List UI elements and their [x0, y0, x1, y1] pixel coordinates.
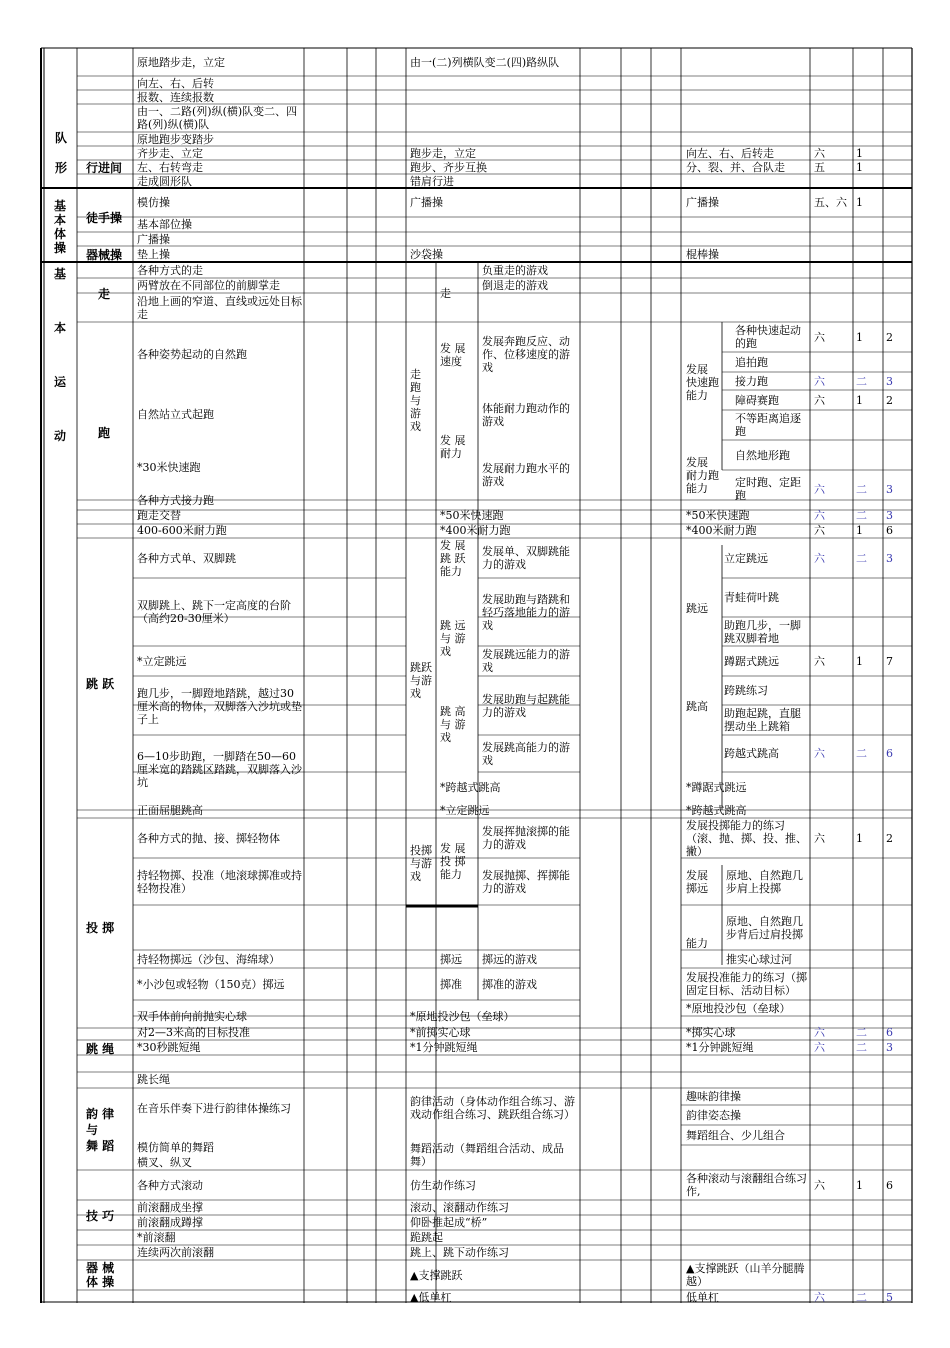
col1-r36: 在音乐伴奏下进行韵律体操练习 [137, 1101, 291, 1115]
col3-b7: 追拍跑 [735, 355, 768, 369]
grade-cell: 二 [856, 1290, 867, 1304]
col3-b4: 棍棒操 [686, 247, 719, 261]
col2-a15: 发展耐力跑水平的游戏 [482, 461, 570, 488]
col2-a17: *400米耐力跑 [440, 523, 511, 537]
grade-cell: 二 [856, 1041, 867, 1054]
col1-r20: 跑走交替 [137, 508, 181, 522]
col2-a10: 倒退走的游戏 [482, 279, 548, 292]
col3-b25: *蹲踞式跳远 [686, 780, 747, 794]
col1-r11: 广播操 [137, 232, 170, 246]
col1-r14: 两臂放在不同部位的前脚掌走 [137, 279, 280, 292]
col1-r34: *30秒跳短绳 [137, 1041, 201, 1054]
sub-touzhi: 投 掷 [86, 920, 115, 935]
col3-b5: 发展 快速跑 能力 [686, 362, 719, 402]
col2-a43: 滚动、滚翻动作练习 [410, 1201, 509, 1214]
category-xing: 形 [55, 160, 68, 175]
col3-b14: *50米快速跑 [686, 508, 750, 522]
col3-b3: 广播操 [686, 196, 719, 209]
grade-cell: 六 [814, 551, 825, 565]
col1-r37: 模仿简单的舞蹈 [137, 1140, 214, 1154]
col3-b33: 发展投准能力的练习（掷固定目标、活动目标） [686, 971, 807, 997]
grade-cell: 二 [856, 374, 867, 388]
col1-r8: 走成圆形队 [137, 174, 192, 188]
grade-cell: 3 [886, 482, 893, 496]
col2-a33: 掷远 [440, 952, 462, 966]
col2-a6: 沙袋操 [410, 247, 443, 261]
grade-cell: 3 [886, 1041, 893, 1054]
grade-cell: 5 [886, 1290, 893, 1304]
grade-cell: 六 [814, 1041, 825, 1054]
category-yunlv-char: 韵 律 [86, 1107, 115, 1121]
grade-cell: 六 [814, 654, 825, 668]
col1-r16: 各种姿势起动的自然跑 [137, 348, 247, 361]
col3-b18: 青蛙荷叶跳 [724, 591, 779, 604]
grade-cell: 六 [814, 374, 825, 388]
col2-a20: 发展单、双脚跳能力的游戏 [482, 545, 570, 571]
grade-cell: 6 [886, 1025, 893, 1039]
col3-b38: 韵律姿态操 [686, 1108, 741, 1122]
grade-cell: 3 [886, 551, 893, 565]
sub-pao: 跑 [98, 425, 111, 440]
category-yunlv-char: 与 [86, 1123, 99, 1137]
col3-b35: *掷实心球 [686, 1025, 736, 1039]
category-jbyd-char: 运 [54, 375, 67, 389]
col3-b42: 低单杠 [686, 1290, 719, 1304]
col1-r17: 自然站立式起跑 [137, 408, 214, 421]
grade-cell: 1 [856, 196, 863, 209]
col1-r13: 各种方式的走 [137, 263, 203, 277]
col2-a12: 发展奔跑反应、动作、位移速度的游戏 [482, 335, 570, 374]
col2-a47: ▲支撑跳跃 [410, 1268, 463, 1282]
col1-r42: *前滚翻 [137, 1231, 176, 1244]
grade-cell: 1 [856, 654, 863, 668]
sub-zou: 走 [98, 286, 111, 301]
col3-b29: 原地、自然跑几步肩上投掷 [726, 868, 803, 895]
col2-a36: 掷准的游戏 [482, 977, 537, 991]
col2-a41: 舞蹈活动（舞蹈组合活动、成品舞） [410, 1142, 564, 1168]
col1-r6: 齐步走、立定 [137, 146, 203, 160]
grade-cell [886, 160, 910, 174]
col2-a40: 韵律活动（身体动作组合练习、游戏动作组合练习、跳跃组合练习） [410, 1095, 575, 1121]
col1-r23: 双脚跳上、跳下一定高度的台阶（高约20-30厘米） [137, 599, 291, 625]
col1-r15: 沿地上画的窄道、直线或远处目标走 [137, 294, 302, 321]
grade-cell: 六 [814, 747, 825, 760]
col2-a25: 发展助跑与起跳能力的游戏 [482, 693, 570, 719]
grade-cell: 六 [814, 523, 825, 537]
col2-a11: 发 展 速度 [440, 341, 466, 368]
col1-r30: 持轻物掷远（沙包、海绵球） [137, 952, 280, 966]
grade-cell: 7 [886, 654, 893, 668]
col3-b2: 分、裂、并、合队走 [686, 160, 785, 174]
grade-cell: 六 [814, 1178, 825, 1192]
col3-b37: 趣味韵律操 [686, 1090, 741, 1103]
col3-b13: 定时跑、定距跑 [735, 476, 801, 502]
col1-r19: 各种方式接力跑 [137, 493, 214, 507]
col3-b28: 发展 掷远 [686, 868, 708, 895]
col3-b27: 发展投掷能力的练习（滚、抛、掷、投、推、撇） [686, 818, 807, 858]
col1-r25: 跑几步，一脚蹬地踏跳，越过30厘米高的物体，双脚落入沙坑或垫子上 [137, 686, 302, 726]
category-jbtc-char: 基 [54, 199, 67, 213]
col3-b41: ▲支撑跳跃（山羊分腿腾越） [686, 1262, 805, 1288]
grade-cell [886, 188, 910, 217]
col1-r7: 左、右转弯走 [137, 160, 203, 174]
col2-a37: *原地投沙包（垒球） [410, 1009, 515, 1023]
grade-cell: 1 [856, 523, 863, 537]
col1-r10: 基本部位操 [137, 218, 192, 231]
col1-r26: 6—10步助跑，一脚踏在50—60厘米宽的踏跳区踏跳，双脚落入沙坑 [137, 749, 302, 789]
col2-a44: 仰卧推起成“桥” [410, 1216, 488, 1229]
col2-a16: *50米快速跑 [440, 508, 504, 522]
col2-a45: 跪跳起 [410, 1231, 443, 1244]
grade-cell: 1 [856, 330, 863, 344]
col3-b24: 跨越式跳高 [724, 747, 779, 760]
col3-b21: 跳高 [686, 699, 708, 713]
col3-b20: 蹲踞式跳远 [724, 654, 779, 668]
category-jbtc-char: 体 [54, 227, 67, 241]
col3-b10: 不等距离追逐跑 [735, 412, 801, 438]
col1-r33: 对2—3米高的目标投准 [137, 1025, 250, 1039]
grade-cell: 1 [856, 160, 863, 174]
category-qixie-char: 器 械 [86, 1261, 115, 1275]
col1-r38: 横叉、纵叉 [137, 1156, 192, 1169]
category-jbtc-char: 操 [54, 241, 67, 255]
col1-r40: 前滚翻成坐撑 [137, 1201, 203, 1214]
sub-tiaoyue: 跳 跃 [86, 676, 115, 691]
col1-r1: 原地踏步走，立定 [137, 55, 225, 69]
col3-b9: 障碍赛跑 [735, 393, 779, 407]
col2-a9: 负重走的游戏 [482, 263, 548, 277]
grade-cell: 1 [856, 393, 863, 407]
col1-r29: 持轻物掷、投准（地滚球掷准或持轻物投准） [137, 868, 302, 895]
category-qixie-char: 体 操 [86, 1275, 115, 1289]
col3-b26: *跨越式跳高 [686, 803, 747, 817]
col2-a26: 发展跳高能力的游戏 [482, 741, 570, 767]
col2-a38: *前掷实心球 [410, 1025, 471, 1039]
col3-b19: 助跑几步，一脚跳双脚着地 [724, 618, 801, 645]
col1-r28: 各种方式的抛、接、掷轻物体 [137, 831, 280, 845]
grade-cell: 2 [886, 831, 893, 845]
grade-cell: 3 [886, 374, 893, 388]
grade-cell: 六 [814, 482, 825, 496]
col1-r35: 跳长绳 [137, 1072, 170, 1086]
col3-b17: 立定跳远 [724, 551, 768, 565]
category-jbyd-char: 基 [54, 267, 67, 281]
col3-b11: 发展 耐力跑 能力 [686, 455, 719, 495]
col2-a13: 发 展 耐力 [440, 434, 466, 460]
col1-r2: 向左、右、后转 [137, 76, 214, 90]
grade-cell: 6 [886, 523, 893, 537]
grade-cell: 五、六 [814, 196, 847, 209]
col1-r5: 原地跑步变踏步 [137, 132, 214, 146]
grade-cell: 2 [886, 393, 893, 407]
col1-r31: *小沙包或轻物（150克）掷远 [137, 977, 285, 991]
grade-cell: 六 [814, 508, 825, 522]
col1-r27: 正面屈腿跳高 [137, 803, 203, 817]
col2-a3: 跑步、齐步互换 [410, 160, 487, 174]
grade-cell: 六 [814, 393, 825, 407]
category-jbtc-char: 本 [54, 213, 67, 227]
category-jiqiao: 技 巧 [86, 1208, 115, 1223]
grade-cell: 二 [856, 482, 867, 496]
grade-cell: 6 [886, 747, 893, 760]
grade-cell: 五 [814, 160, 825, 174]
col3-b23: 助跑起跳，直腿摆动坐上跳箱 [724, 707, 801, 733]
grade-cell [886, 146, 910, 160]
grade-cell: 二 [856, 747, 867, 760]
col2-a35: 掷准 [440, 977, 462, 991]
col1-r32: 双手体前向前抛实心球 [137, 1009, 247, 1023]
col2-a19: 发 展 跳 跃 能力 [440, 538, 466, 578]
col2-a22: 发展助跑与踏跳和轻巧落地能力的游戏 [482, 592, 570, 632]
col3-b32: 推实心球过河 [726, 952, 792, 966]
col3-b15: *400米耐力跑 [686, 523, 757, 537]
col2-a42: 仿生动作练习 [410, 1178, 476, 1192]
grade-cell: 1 [856, 831, 863, 845]
col3-b39: 舞蹈组合、少儿组合 [686, 1128, 785, 1142]
col2-a39: *1分钟跳短绳 [410, 1041, 478, 1054]
grade-cell: 六 [814, 330, 825, 344]
grade-cell: 1 [856, 146, 863, 160]
col2-a7: 走 跑 与 游 戏 [410, 367, 421, 433]
grade-cell: 1 [856, 1178, 863, 1192]
col3-b8: 接力跑 [735, 374, 768, 388]
col1-r24: *立定跳远 [137, 654, 187, 668]
col1-r3: 报数、连续报数 [137, 90, 214, 104]
col2-a21: 跳 远 与 游戏 [440, 618, 466, 658]
col3-b12: 自然地形跑 [735, 448, 790, 462]
col2-a48: ▲低单杠 [410, 1290, 452, 1304]
col1-r9: 模仿操 [137, 196, 170, 209]
col3-b6: 各种快速起动的跑 [735, 324, 801, 350]
col2-a46: 跳上、跳下动作练习 [410, 1246, 509, 1259]
grade-cell: 六 [814, 1290, 825, 1304]
col3-b34: *原地投沙包（垒球） [686, 1001, 791, 1015]
category-jbyd-char: 动 [54, 429, 67, 443]
col2-a30: 发 展 投 掷 能力 [440, 841, 466, 881]
col2-a1: 由一(二)列横队变二(四)路纵队 [410, 55, 560, 69]
grade-cell: 二 [856, 551, 867, 565]
category-tiaosheng: 跳 绳 [86, 1041, 115, 1056]
sub-qixiecao: 器械操 [86, 247, 123, 262]
col2-a14: 体能耐力跑动作的游戏 [482, 401, 570, 428]
col2-a29: 投掷与游戏 [410, 843, 432, 883]
col2-a27: *跨越式跳高 [440, 780, 501, 794]
col2-a32: 发展抛掷、挥掷能力的游戏 [482, 868, 570, 895]
grade-cell: 6 [886, 1178, 893, 1192]
grade-cell: 六 [814, 831, 825, 845]
col2-a5: 广播操 [410, 196, 443, 209]
col2-a24: 跳 高 与 游戏 [440, 704, 466, 744]
col1-r22: 各种方式单、双脚跳 [137, 551, 236, 565]
sub-tushoucao: 徒手操 [86, 210, 123, 225]
col1-r4: 由一、二路(列)纵(横)队变二、四路(列)纵(横)队 [137, 105, 298, 131]
col1-r21: 400-600米耐力跑 [137, 523, 227, 537]
col1-r41: 前滚翻成蹲撑 [137, 1216, 203, 1229]
grade-cell: 六 [814, 146, 825, 160]
col2-a34: 掷远的游戏 [482, 952, 537, 966]
category-yunlv-char: 舞 蹈 [86, 1139, 115, 1153]
col3-b22: 跨跳练习 [724, 684, 768, 697]
col3-b31: 原地、自然跑几步背后过肩投掷 [726, 914, 803, 941]
grade-cell: 2 [886, 330, 893, 344]
col2-a8: 走 [440, 286, 451, 300]
category-dui: 队 [55, 130, 68, 145]
col3-b16: 跳远 [686, 601, 708, 615]
col1-r39: 各种方式滚动 [137, 1178, 203, 1192]
grade-cell: 六 [814, 1025, 825, 1039]
col1-r12: 垫上操 [137, 247, 170, 261]
col2-a18: 跳跃与游戏 [410, 660, 432, 700]
col2-a23: 发展跳远能力的游戏 [482, 648, 570, 674]
grade-cell: 3 [886, 508, 893, 522]
col2-a28: *立定跳远 [440, 803, 490, 817]
col3-b36: *1分钟跳短绳 [686, 1041, 754, 1054]
category-jbyd-char: 本 [54, 321, 67, 335]
grade-cell: 二 [856, 508, 867, 522]
col2-a31: 发展挥抛滚掷的能力的游戏 [482, 825, 570, 851]
sub-xingjinjian: 行进间 [86, 160, 123, 175]
col2-a2: 跑步走，立定 [410, 146, 476, 160]
col2-a4: 错肩行进 [410, 174, 454, 188]
col1-r18: *30米快速跑 [137, 460, 201, 474]
col1-r43: 连续两次前滚翻 [137, 1246, 214, 1259]
col3-b1: 向左、右、后转走 [686, 146, 774, 160]
grade-cell: 二 [856, 1025, 867, 1039]
col3-b30: 能力 [686, 936, 708, 950]
col3-b40: 各种滚动与滚翻组合练习作, [686, 1172, 807, 1198]
